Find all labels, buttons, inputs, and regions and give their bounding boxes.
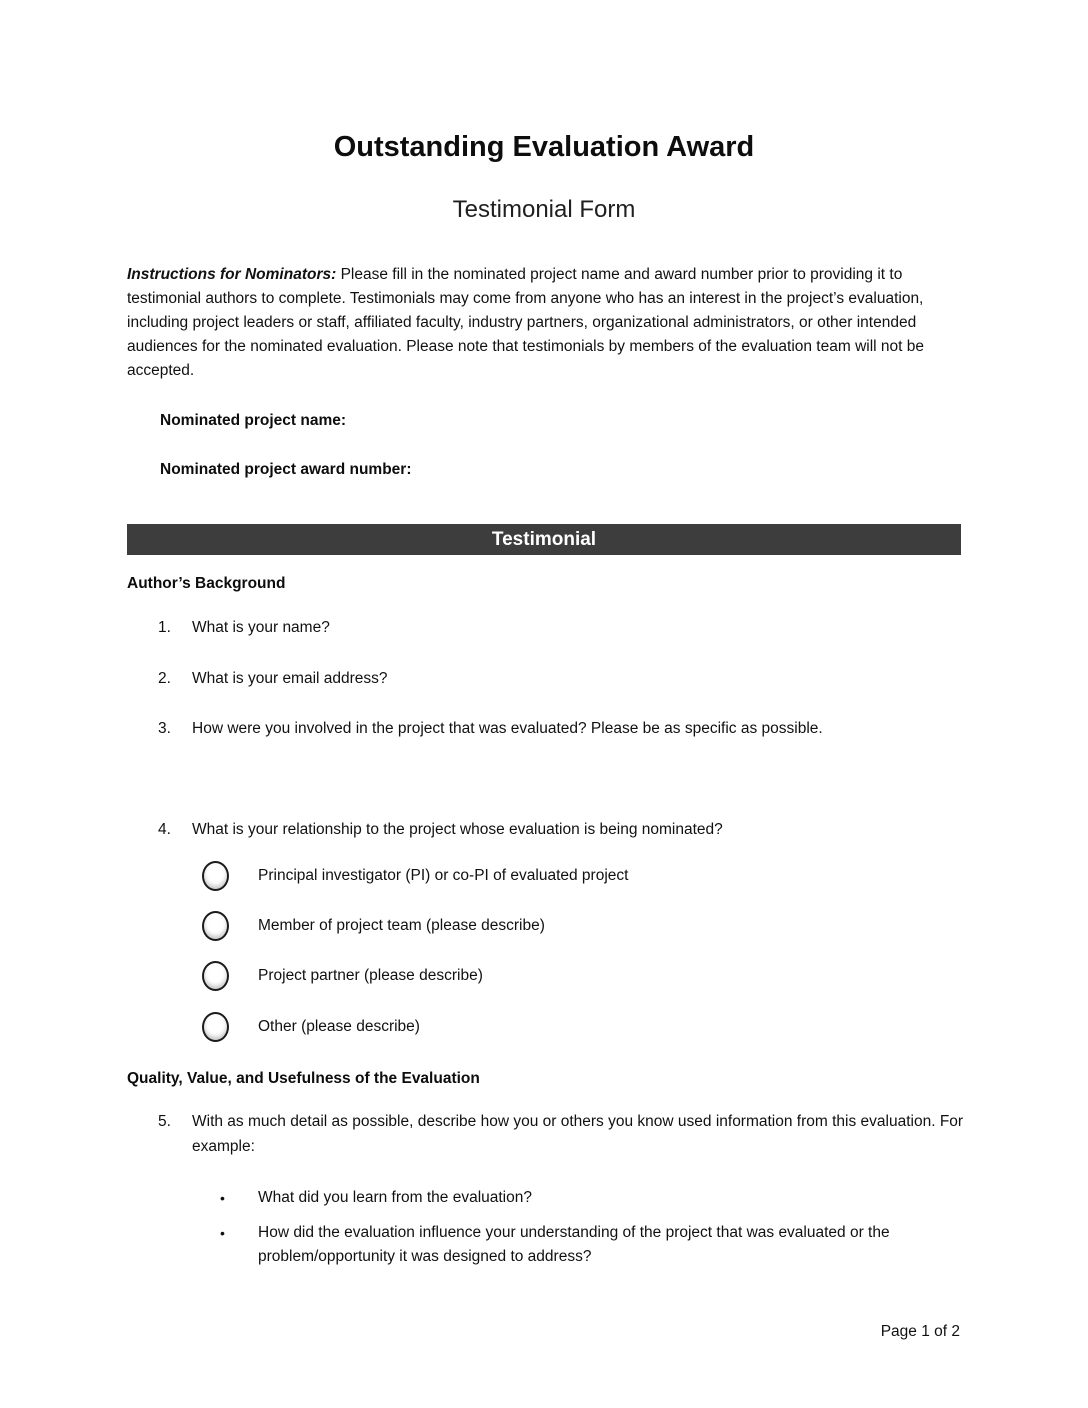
question-3-text: How were you involved in the project that was evaluated? Please be as specific as possible. [192, 720, 823, 737]
radio-button-icon[interactable] [202, 1012, 229, 1042]
radio-option-pi [202, 861, 628, 891]
question-5-text: With as much detail as possible, describe how you or others you know used information from this evaluation. For example: [192, 1113, 964, 1155]
award-number-label: Nominated project award number: [160, 461, 412, 478]
bullet-icon: • [220, 1190, 225, 1206]
bullet-item-2-text: How did the evaluation influence your understanding of the project that was evaluated or the problem/opportunity it was designed to address? [258, 1224, 890, 1265]
instructions-label: Instructions for Nominators: [127, 266, 337, 283]
question-4-number: 4. [158, 821, 171, 838]
question-2-number: 2. [158, 670, 171, 687]
radio-option-other [202, 1012, 420, 1042]
radio-button-icon[interactable] [202, 861, 229, 891]
radio-option-project-partner-label: Project partner (please describe) [258, 967, 483, 984]
question-2 [158, 666, 962, 691]
question-5-number: 5. [158, 1113, 171, 1130]
question-1-text: What is your name? [192, 619, 330, 636]
question-1 [158, 615, 962, 640]
authors-background-heading: Author’s Background [127, 575, 286, 592]
question-5 [158, 1109, 980, 1159]
project-name-label: Nominated project name: [160, 412, 347, 429]
question-3-number: 3. [158, 720, 171, 737]
page-subtitle: Testimonial Form [452, 196, 636, 223]
radio-option-pi-label: Principal investigator (PI) or co-PI of evaluated project [258, 867, 629, 884]
radio-option-team-member [202, 911, 545, 941]
question-4-text: What is your relationship to the project whose evaluation is being nominated? [192, 821, 723, 838]
question-2-text: What is your email address? [192, 670, 388, 687]
radio-button-icon[interactable] [202, 911, 229, 941]
radio-option-other-label: Other (please describe) [258, 1018, 420, 1035]
radio-option-team-member-label: Member of project team (please describe) [258, 917, 545, 934]
bullet-item-1-text: What did you learn from the evaluation? [258, 1189, 532, 1206]
section-header-bar: Testimonial [127, 524, 961, 555]
bullet-item-2 [220, 1221, 956, 1269]
question-1-number: 1. [158, 619, 171, 636]
page-title: Outstanding Evaluation Award [333, 131, 755, 163]
bullet-icon: • [220, 1225, 225, 1241]
bullet-item-1 [220, 1186, 956, 1210]
radio-option-project-partner [202, 961, 483, 991]
instructions-text: Please fill in the nominated project name and award number prior to providing it to testimonial authors to complete. Testimonials may come from anyone who has an interest in the project’s evaluation, including project leaders or staff, affiliated faculty, industry partners, organizational administrators, or other intended audiences for the nominated evaluation. Please note that testimonials by members of the evaluation team will not be accepted. [127, 266, 924, 379]
radio-button-icon[interactable] [202, 961, 229, 991]
award-number-field[interactable] [160, 461, 411, 479]
project-name-field[interactable] [160, 412, 346, 430]
page-number-label: Page 1 of 2 [880, 1323, 960, 1340]
question-4 [158, 817, 962, 842]
instructions-paragraph [127, 263, 963, 383]
quality-section-heading: Quality, Value, and Usefulness of the Evaluation [127, 1070, 480, 1087]
question-3 [158, 716, 962, 741]
